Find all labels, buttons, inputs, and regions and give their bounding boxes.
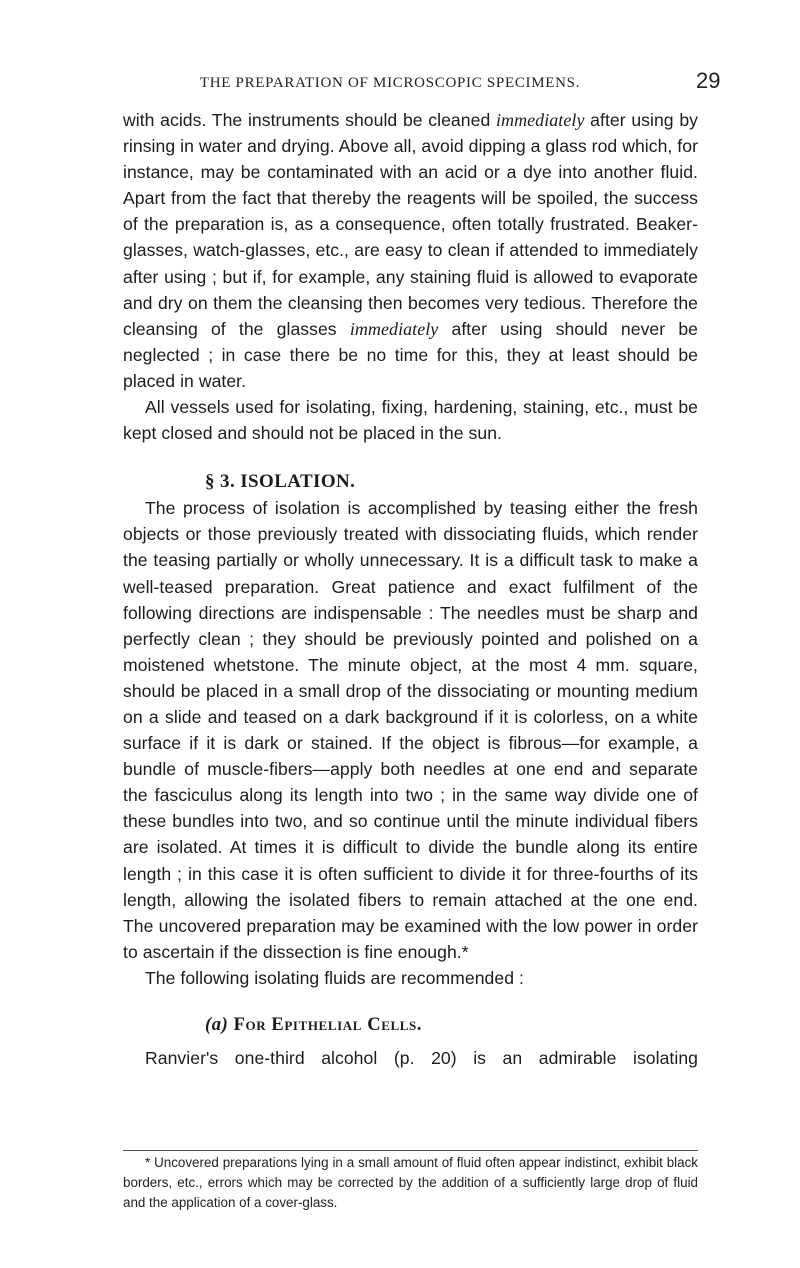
paragraph-instruments	[123, 107, 698, 394]
emphasis-immediately: immediately	[495, 110, 585, 130]
emphasis-immediately: immediately	[349, 318, 439, 339]
subheading-epithelial-cells	[123, 1012, 698, 1038]
paragraph-isolation: The process of isolation is accomplished by teasing either the fresh objects or those previously treated with dissociating fluids, which render the teasing partially or wholly unnecessary. It is a difficult task to make a well-teased preparation. Great patience and exact fulfilment of the following directions are indispensable : The needles must be sharp and perfectly clean ; they should be previously pointed and polished on a moistened whetstone. The minute object, at the most 4 mm. square, should be placed in a small drop of the dissociating or mounting medium on a slide and teased on a dark background if it is colorless, on a white surface if it is dark or stained. If the object is fibrous—for example, a bundle of muscle-fibers—apply both needles at one end and separate the fasciculus along its length into two ; in the same way divide one of these bundles into two, and so continue until the minute individual fibers are isolated. At times it is difficult to divide the bundle along its entire length ; in this case it is often sufficient to divide it for three-fourths of its length, allowing the isolated fibers to remain attached at the one end. The uncovered preparation may be examined with the low power in order to ascertain if the dissection is fine enough.*	[123, 498, 698, 962]
running-head: THE PREPARATION OF MICROSCOPIC SPECIMENS.	[199, 75, 581, 91]
paragraph-text: with acids. The instruments should be cleaned	[123, 110, 496, 130]
subheading-text: For Epithelial Cells.	[233, 1015, 423, 1035]
page-number: 29	[696, 68, 721, 93]
paragraph-ranvier: Ranvier's one-third alcohol (p. 20) is an admirable isolating	[145, 1048, 698, 1068]
body-text	[123, 107, 698, 1071]
paragraph-text: after using by rinsing in water and drying. Above all, avoid dipping a glass rod which, for instance, may be contaminated with an acid or a dye into another fluid. Apart from the fact that thereby the reagents will be spoiled, the success of the preparation is, as a consequence, often totally frustrated. Beaker-glasses, watch-glasses, etc., are easy to clean if attended to immediately after using ; but if, for example, any staining fluid is allowed to evaporate and dry on them the cleansing then becomes very tedious. Therefore the cleansing of the glasses	[123, 110, 698, 339]
footnote: * Uncovered preparations lying in a small amount of fluid often appear indistinct, exhibit black borders, etc., errors which may be corrected by the addition of a sufficiently large drop of fluid and the application of a cover-glass.	[123, 1155, 698, 1210]
section-heading: § 3. ISOLATION.	[205, 471, 356, 493]
footnote-divider	[123, 1150, 698, 1151]
paragraph-text: after using should never be neglected ; in case there be no time for this, they at least should be placed in water.	[123, 318, 699, 391]
paragraph-fluids-intro: The following isolating fluids are recommended :	[145, 967, 524, 988]
subheading-letter: (a)	[205, 1015, 229, 1035]
paragraph-vessels: All vessels used for isolating, fixing, hardening, staining, etc., must be kept closed and should not be placed in the sun.	[123, 397, 698, 444]
